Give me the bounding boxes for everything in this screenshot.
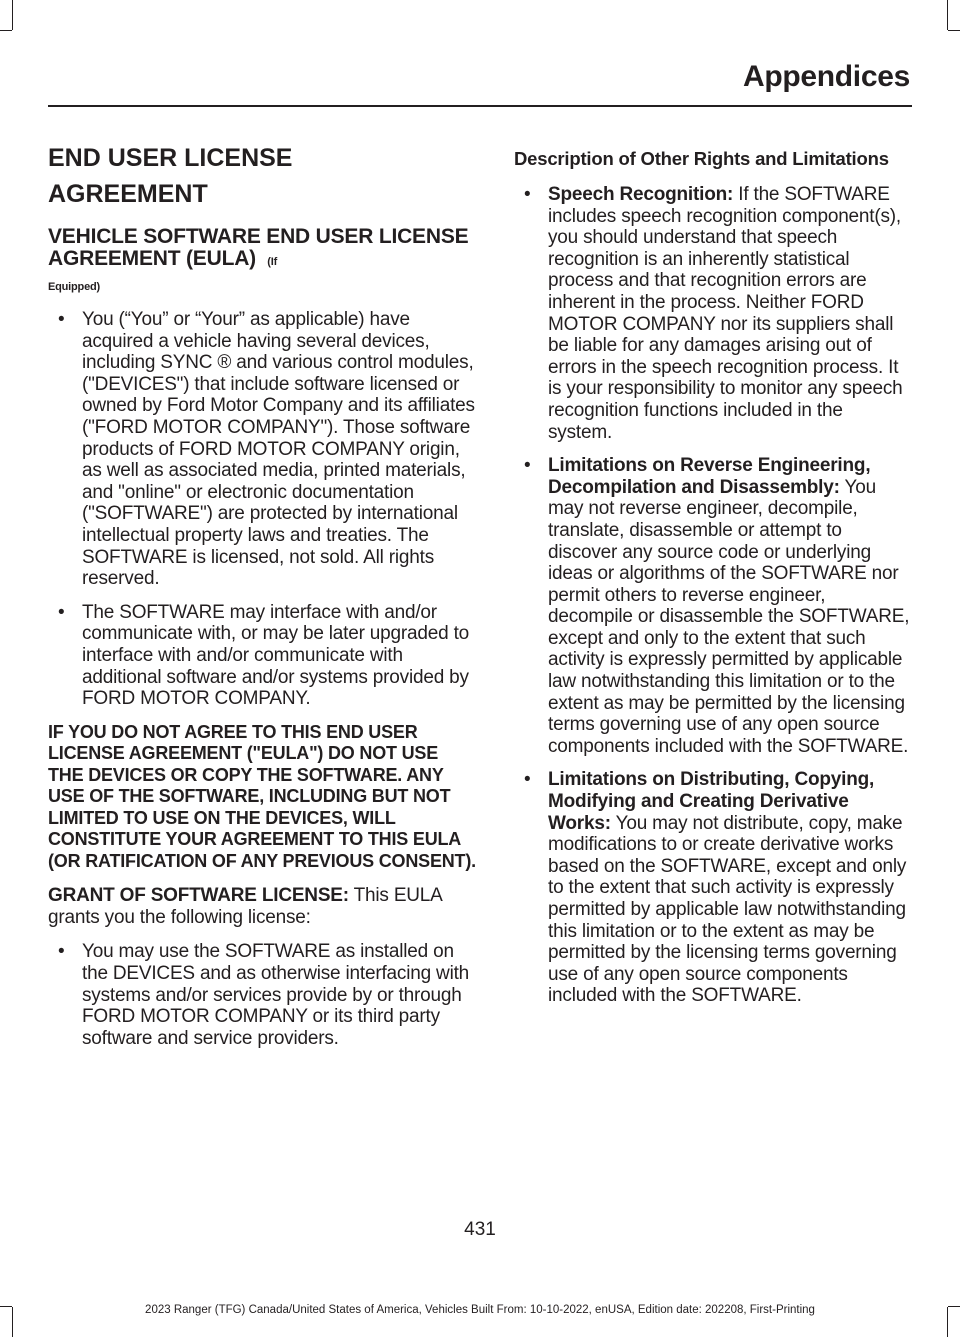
eula-subheading-note: (If	[267, 256, 278, 268]
bullet-icon: •	[524, 769, 531, 791]
grant-paragraph	[48, 885, 476, 928]
grant-bullets	[48, 941, 476, 1049]
list-item-label: Limitations on Distributing, Copying, Modifying and Creating Derivative Works:	[548, 769, 875, 834]
crop-mark-top-right-v	[947, 0, 948, 30]
crop-mark-top-left-h	[0, 30, 12, 31]
list-item-text: You may not reverse engineer, decompile, translate, disassemble or attempt to discover any source code or underlying ideas or algorithms of the SOFTWARE nor permit others to reverse engineer, decompile or disassemble the SOFTWARE, except and only to the extent that such activity is expressly permitted by applicable law notwithstanding this limitation or to the extent as may be permitted by the licensing terms governing use of any open source components included with the SOFTWARE.	[548, 476, 910, 757]
list-item-text: You may not distribute, copy, make modifications to or create derivative works based on the SOFTWARE, except and only to the extent that such activity is expressly permitted by applicable law notwithstanding this limitation or to the extent as may be permitted by the licensing terms governing use of any open source components included with the SOFTWARE.	[548, 812, 907, 1007]
list-item	[514, 184, 910, 443]
list-item-text: You (“You” or “Your” as applicable) have acquired a vehicle having several devices, including SYNC ® and various control modules, ("DEVICES") that include software licensed or owned by Ford Motor Company and its affiliates ("FORD MOTOR COMPANY"). Those software products of FORD MOTOR COMPANY origin, as well as associated media, printed materials, and "online" or electronic documentation ("SOFTWARE") are protected by international intellectual property laws and treaties. The SOFTWARE is licensed, not sold. All rights reserved.	[82, 309, 475, 590]
crop-mark-top-left-v	[12, 0, 13, 30]
header-divider	[48, 105, 912, 107]
eula-heading	[48, 140, 476, 212]
list-item-text: If the SOFTWARE includes speech recognition component(s), you should understand that speech recognition is an inherently statistical process and that recognition errors are inherent in the process. Neither FORD MOTOR COMPANY nor its suppliers shall be liable for any damages arising out of errors in the speech recognition process. It is your responsibility to monitor any speech recognition functions included in the system.	[548, 184, 903, 443]
page-number: 431	[464, 1219, 496, 1240]
bullet-icon: •	[58, 941, 65, 963]
right-column	[514, 148, 910, 1019]
agreement-warning: IF YOU DO NOT AGREE TO THIS END USER LICENSE AGREEMENT ("EULA") DO NOT USE THE DEVICES OR COPY THE SOFTWARE. ANY USE OF THE SOFTWARE, INCLUDING BUT NOT LIMITED TO USE ON THE DEVICES, WILL CONSTITUTE YOUR AGREEMENT TO THIS EULA (OR RATIFICATION OF ANY PREVIOUS CONSENT).	[48, 721, 476, 871]
bullet-icon: •	[58, 601, 65, 623]
eula-heading-line-1: END USER LICENSE	[48, 144, 293, 172]
other-rights-heading: Description of Other Rights and Limitations	[514, 148, 889, 169]
grant-label: GRANT OF SOFTWARE LICENSE:	[48, 885, 349, 907]
crop-mark-top-right-h	[948, 30, 960, 31]
bullet-icon: •	[524, 455, 531, 477]
page-footer: 2023 Ranger (TFG) Canada/United States of America, Vehicles Built From: 10-10-2022, enUSA, Edition date: 202208, First-Printing	[145, 1304, 815, 1316]
bullet-icon: •	[58, 309, 65, 330]
eula-subheading	[48, 226, 476, 273]
list-item	[48, 602, 476, 710]
grant-text: This EULA grants you the following license:	[48, 885, 442, 928]
section-title: Appendices	[742, 60, 910, 93]
list-item-label: Speech Recognition:	[548, 184, 734, 205]
list-item-text: You may use the SOFTWARE as installed on the DEVICES and as otherwise interfacing with systems and/or services provide by or through FORD MOTOR COMPANY or its third party software and service providers.	[82, 941, 470, 1049]
eula-heading-line-2: AGREEMENT	[48, 180, 208, 208]
list-item-text: The SOFTWARE may interface with and/or communicate with, or may be later upgraded to interface with and/or communicate with additional software and/or systems provided by FORD MOTOR COMPANY.	[82, 601, 470, 710]
license-bullets	[48, 309, 476, 710]
rights-bullets	[514, 184, 910, 1007]
list-item-label: Limitations on Reverse Engineering, Decompilation and Disassembly:	[548, 455, 871, 498]
list-item	[514, 769, 910, 1007]
list-item	[48, 309, 476, 590]
list-item	[514, 455, 910, 757]
eula-subheading-main: VEHICLE SOFTWARE END USER LICENSE AGREEMENT (EULA)	[48, 225, 469, 270]
left-column	[48, 140, 476, 1061]
equipped-note: Equipped)	[48, 281, 100, 293]
bullet-icon: •	[524, 184, 531, 205]
list-item	[48, 941, 476, 1049]
